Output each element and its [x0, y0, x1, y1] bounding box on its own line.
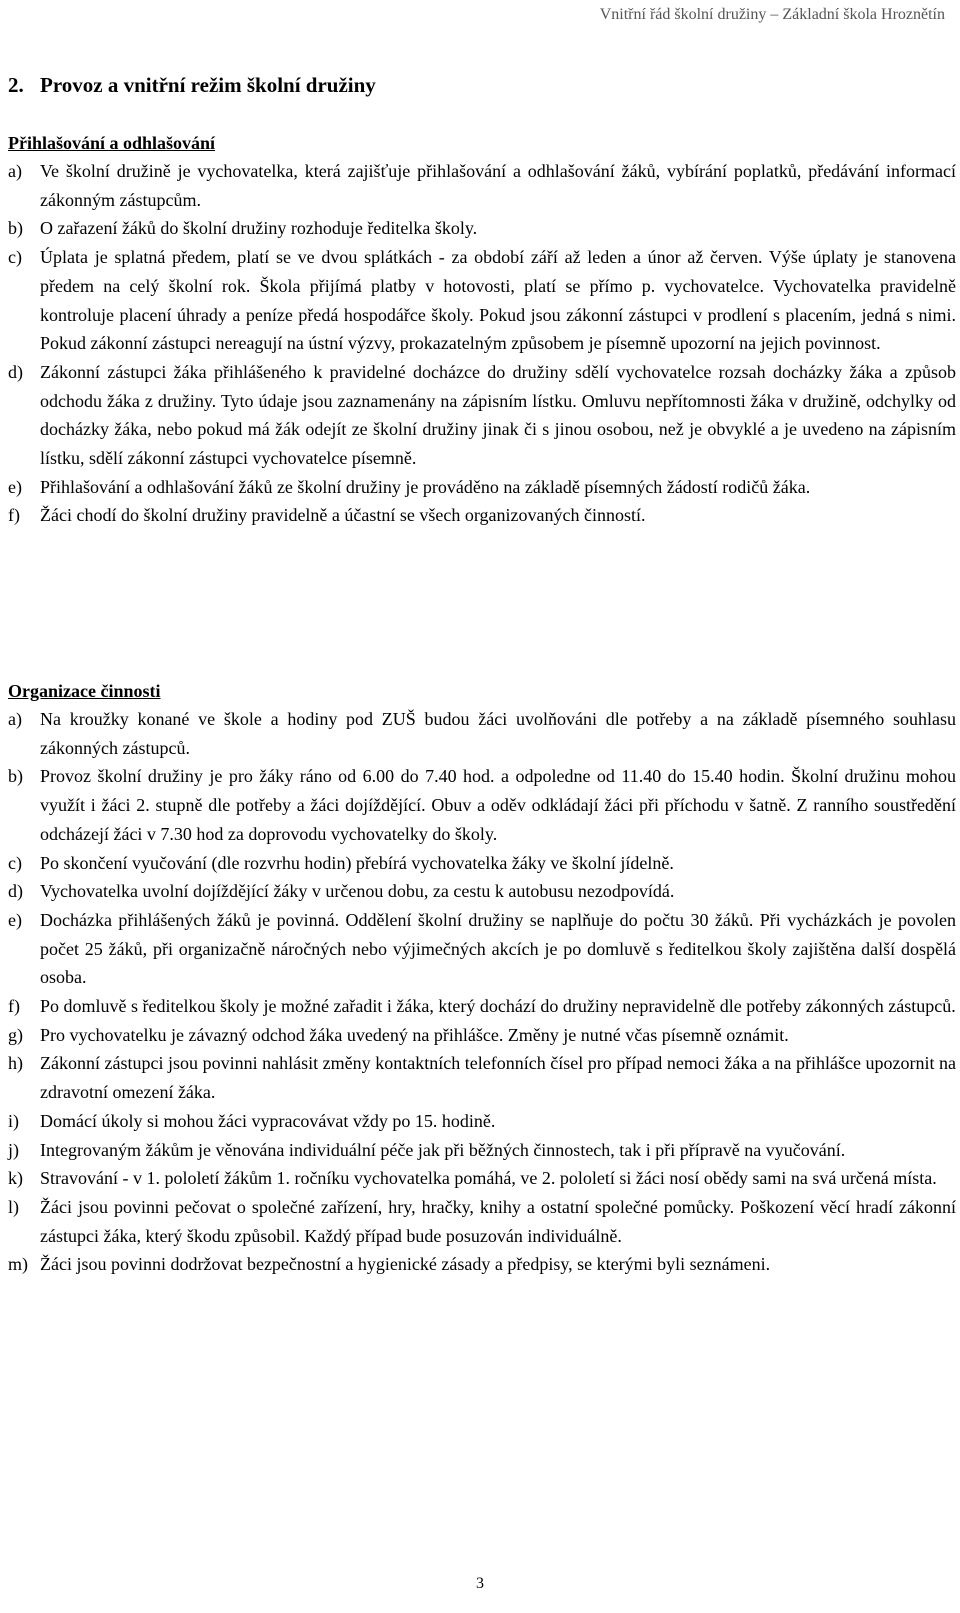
list-item — [8, 214, 956, 243]
section-heading: Organizace činnosti — [8, 681, 161, 701]
list-item — [8, 1250, 956, 1279]
section-organizace — [8, 677, 956, 1279]
list-item — [8, 1107, 956, 1136]
list-item — [8, 1193, 956, 1250]
section-prihlasovani — [8, 129, 956, 530]
item-text: Vychovatelka uvolní dojíždějící žáky v určenou dobu, za cestu k autobusu nezodpovídá. — [40, 881, 675, 902]
item-marker: m) — [8, 1254, 28, 1275]
section-heading: Přihlašování a odhlašování — [8, 133, 216, 153]
item-marker: l) — [8, 1196, 19, 1217]
item-text: Pro vychovatelku je závazný odchod žáka uvedený na přihlášce. Změny je nutné včas písemně oznámit. — [40, 1024, 789, 1045]
item-marker: e) — [8, 909, 22, 930]
item-text: Zákonní zástupci žáka přihlášeného k pravidelné docházce do družiny sdělí vychovatelce rozsah docházky žáka a způsob odchodu žáka z družiny. Tyto údaje jsou zaznamenány na zápisním lístku. Omluvu nepřítomnosti žáka v družině, odchylky od docházky žáka, nebo pokud má žák odejít ze školní družiny jinak či s jinou osobou, než je obvyklé a je uvedeno na zápisním lístku, sdělí zákonní zástupci vychovatelce písemně. — [40, 361, 956, 469]
item-marker: g) — [8, 1024, 23, 1045]
list-item — [8, 877, 956, 906]
item-text: Žáci chodí do školní družiny pravidelně a účastní se všech organizovaných činností. — [40, 505, 646, 526]
item-text: Úplata je splatná předem, platí se ve dvou splátkách - za období září až leden a únor až červen. Výše úplaty je stanovena předem na celý školní rok. Škola přijímá platby v hotovosti, platí se přímo p. vychovatelce. Vychovatelka pravidelně kontroluje placení úhrady a peníze předá hospodářce školy. Pokud jsou zákonní zástupci v prodlení s placením, jedná s nimi. Pokud zákonní zástupci nereagují na ústní výzvy, prokazatelným způsobem je písemně upozorní na jejich povinnost. — [40, 247, 956, 354]
running-header: Vnitřní řád školní družiny – Základní škola Hroznětín — [599, 6, 945, 23]
item-text: Žáci jsou povinni pečovat o společné zařízení, hry, hračky, knihy a ostatní společné pomůcky. Poškození věcí hradí zákonní zástupci žáka, který škodu způsobil. Každý případ bude posuzován individuálně. — [40, 1196, 956, 1246]
list-item — [8, 705, 956, 762]
item-marker: i) — [8, 1110, 19, 1131]
list-item — [8, 243, 956, 358]
item-text: Domácí úkoly si mohou žáci vypracovávat vždy po 15. hodině. — [40, 1110, 496, 1131]
item-marker: k) — [8, 1168, 23, 1189]
item-list — [8, 705, 956, 1279]
list-item — [8, 1049, 956, 1106]
list-item — [8, 501, 956, 530]
item-marker: d) — [8, 361, 23, 382]
item-marker: a) — [8, 161, 22, 181]
item-marker: j) — [8, 1139, 19, 1160]
list-item — [8, 473, 956, 502]
item-text: Zákonní zástupci jsou povinni nahlásit změny kontaktních telefonních čísel pro případ nemoci žáka a na přihlášce upozornit na zdravotní omezení žáka. — [40, 1053, 956, 1103]
item-text: Integrovaným žákům je věnována individuální péče jak při běžných činnostech, tak i při přípravě na vyučování. — [40, 1139, 846, 1160]
chapter-title-text: Provoz a vnitřní režim školní družiny — [40, 73, 376, 97]
list-item — [8, 1021, 956, 1050]
item-marker: f) — [8, 505, 20, 526]
list-item — [8, 992, 956, 1021]
item-text: Po skončení vyučování (dle rozvrhu hodin) přebírá vychovatelka žáky ve školní jídelně. — [40, 852, 674, 873]
item-marker: c) — [8, 247, 22, 268]
list-item — [8, 762, 956, 848]
list-item — [8, 849, 956, 878]
item-text: Žáci jsou povinni dodržovat bezpečnostní a hygienické zásady a předpisy, se kterými byli seznámeni. — [40, 1254, 771, 1275]
item-text: O zařazení žáků do školní družiny rozhoduje ředitelka školy. — [40, 218, 478, 239]
item-text: Provoz školní družiny je pro žáky ráno od 6.00 do 7.40 hod. a odpoledne od 11.40 do 15.40 hodin. Školní družinu mohou využít i žáci 2. stupně dle potřeby a žáci dojíždějící. Obuv a oděv odkládají žáci při příchodu v šatně. Z ranního soustředění odcházejí žáci v 7.30 hod za doprovodu vychovatelky do školy. — [40, 766, 956, 844]
item-marker: a) — [8, 709, 22, 729]
item-text: Přihlašování a odhlašování žáků ze školní družiny je prováděno na základě písemných žádostí rodičů žáka. — [40, 476, 811, 497]
item-text: Ve školní družině je vychovatelka, která zajišťuje přihlašování a odhlašování žáků, vybírání poplatků, předávání informací zákonným zástupcům. — [40, 161, 956, 210]
list-item — [8, 906, 956, 992]
item-text: Docházka přihlášených žáků je povinná. Oddělení školní družiny se naplňuje do počtu 30 žáků. Při vycházkách je povolen počet 25 žáků, při organizačně náročných nebo výjimečných akcích je po domluvě s ředitelkou školy zajištěna další dospělá osoba. — [40, 909, 956, 988]
list-item — [8, 1164, 956, 1193]
item-marker: c) — [8, 852, 22, 873]
item-marker: d) — [8, 881, 23, 902]
chapter-title — [8, 73, 376, 98]
item-marker: b) — [8, 218, 23, 239]
item-marker: f) — [8, 996, 20, 1017]
page-number: 3 — [476, 1575, 484, 1592]
item-list — [8, 157, 956, 530]
item-marker: h) — [8, 1053, 23, 1074]
list-item — [8, 1136, 956, 1165]
item-marker: b) — [8, 766, 23, 787]
item-text: Po domluvě s ředitelkou školy je možné zařadit i žáka, který dochází do družiny nepravidelně dle potřeby zákonných zástupců. — [40, 996, 956, 1017]
item-marker: e) — [8, 476, 22, 497]
list-item — [8, 358, 956, 473]
chapter-number: 2. — [8, 73, 24, 97]
list-item — [8, 157, 956, 214]
item-text: Na kroužky konané ve škole a hodiny pod ZUŠ budou žáci uvolňováni dle potřeby a na základě písemného souhlasu zákonných zástupců. — [40, 709, 956, 758]
item-text: Stravování - v 1. pololetí žákům 1. ročníku vychovatelka pomáhá, ve 2. pololetí si žáci nosí obědy sami na svá určená místa. — [40, 1168, 937, 1189]
